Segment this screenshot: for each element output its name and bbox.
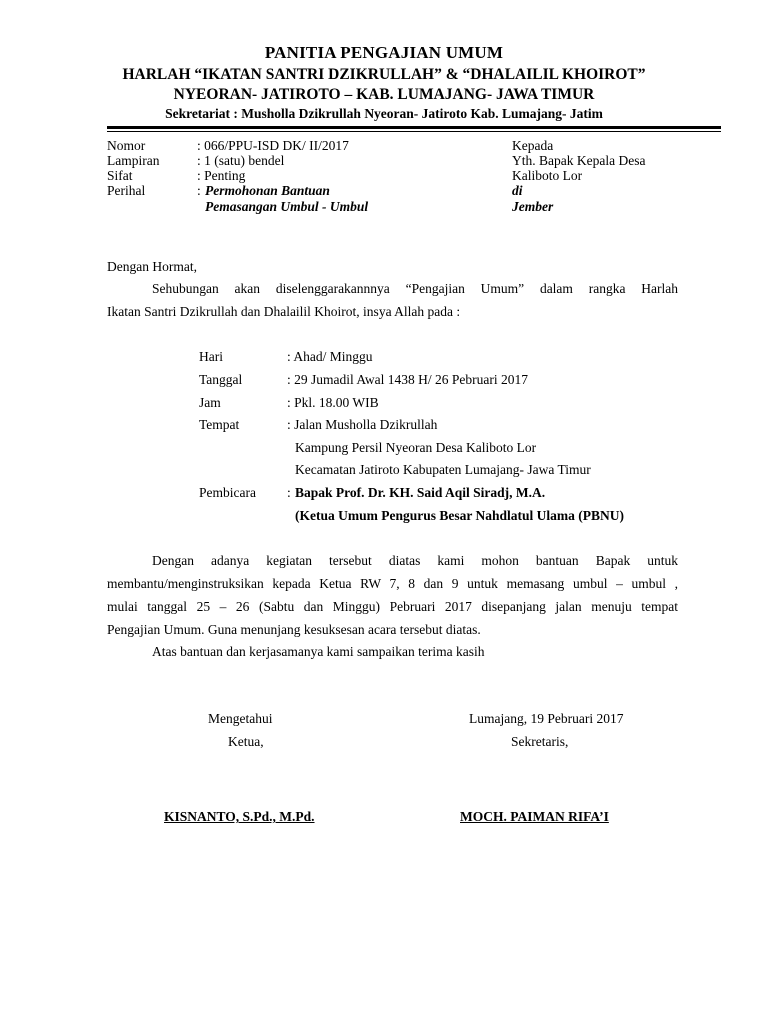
- pembicara-label: Pembicara: [199, 485, 256, 500]
- recipient-line1: Kepada: [512, 138, 554, 153]
- letterhead-subtitle: HARLAH “IKATAN SANTRI DZIKRULLAH” & “DHALAILIL KHOIROT”: [122, 66, 646, 83]
- sign-left-role: Ketua,: [228, 734, 264, 749]
- recipient-line5: Jember: [512, 199, 554, 214]
- lampiran-label: Lampiran: [107, 153, 160, 168]
- pembicara-value-line2: (Ketua Umum Pengurus Besar Nahdlatul Ulama (PBNU): [295, 508, 625, 523]
- lampiran-value: : 1 (satu) bendel: [197, 153, 285, 168]
- request-paragraph-line4: Pengajian Umum. Guna menunjang kesuksesan acara tersebut diatas.: [107, 622, 481, 637]
- sifat-value: : Penting: [197, 168, 246, 183]
- tempat-value-line2: Kampung Persil Nyeoran Desa Kaliboto Lor: [295, 440, 537, 455]
- sign-right-place-date: Lumajang, 19 Pebruari 2017: [469, 711, 624, 726]
- recipient-line2: Yth. Bapak Kepala Desa: [512, 153, 646, 168]
- recipient-line4: di: [512, 183, 523, 198]
- sign-left-caption: Mengetahui: [208, 711, 273, 726]
- request-paragraph-line3: mulai tanggal 25 – 26 (Sabtu dan Minggu) Pebruari 2017 disepanjang jalan menuju tempat: [107, 599, 678, 614]
- letterhead-secretariat: Sekretariat : Musholla Dzikrullah Nyeoran- Jatiroto Kab. Lumajang- Jatim: [165, 106, 603, 121]
- hari-value: : Ahad/ Minggu: [287, 349, 373, 364]
- sign-right-name: MOCH. PAIMAN RIFA’I: [460, 809, 609, 824]
- letterhead-title: PANITIA PENGAJIAN UMUM: [264, 43, 504, 62]
- greeting: Dengan Hormat,: [107, 259, 197, 274]
- closing-line: Atas bantuan dan kerjasamanya kami sampaikan terima kasih: [152, 644, 485, 659]
- jam-value: : Pkl. 18.00 WIB: [287, 395, 379, 410]
- tempat-value-line1: : Jalan Musholla Dzikrullah: [287, 417, 438, 432]
- jam-label: Jam: [199, 395, 221, 410]
- sifat-label: Sifat: [107, 168, 133, 183]
- pembicara-colon: :: [287, 485, 291, 500]
- request-paragraph-line1: Dengan adanya kegiatan tersebut diatas kami mohon bantuan Bapak untuk: [152, 553, 678, 568]
- letterhead-divider-thin: [107, 131, 721, 132]
- perihal-label: Perihal: [107, 183, 146, 198]
- tempat-value-line3: Kecamatan Jatiroto Kabupaten Lumajang- Jawa Timur: [295, 462, 591, 477]
- perihal-colon: :: [197, 183, 201, 198]
- letterhead-divider-thick: [107, 126, 721, 129]
- nomor-value: : 066/PPU-ISD DK/ II/2017: [197, 138, 349, 153]
- sign-left-name: KISNANTO, S.Pd., M.Pd.: [164, 809, 315, 824]
- sign-right-role: Sekretaris,: [511, 734, 569, 749]
- nomor-label: Nomor: [107, 138, 146, 153]
- perihal-value-line1: Permohonan Bantuan: [205, 183, 330, 198]
- letterhead-location: NYEORAN- JATIROTO – KAB. LUMAJANG- JAWA TIMUR: [173, 86, 595, 103]
- tanggal-label: Tanggal: [199, 372, 243, 387]
- tempat-label: Tempat: [199, 417, 240, 432]
- recipient-line3: Kaliboto Lor: [512, 168, 583, 183]
- pembicara-value-line1: Bapak Prof. Dr. KH. Said Aqil Siradj, M.A.: [295, 485, 546, 500]
- tanggal-value: : 29 Jumadil Awal 1438 H/ 26 Pebruari 2017: [287, 372, 528, 387]
- intro-line2: Ikatan Santri Dzikrullah dan Dhalailil Khoirot, insya Allah pada :: [107, 304, 461, 319]
- hari-label: Hari: [199, 349, 223, 364]
- request-paragraph-line2: membantu/menginstruksikan kepada Ketua RW 7, 8 dan 9 untuk memasang umbul – umbul ,: [107, 576, 678, 591]
- intro-line1: Sehubungan akan diselenggarakannnya “Pengajian Umum” dalam rangka Harlah: [152, 281, 678, 296]
- perihal-value-line2: Pemasangan Umbul - Umbul: [205, 199, 369, 214]
